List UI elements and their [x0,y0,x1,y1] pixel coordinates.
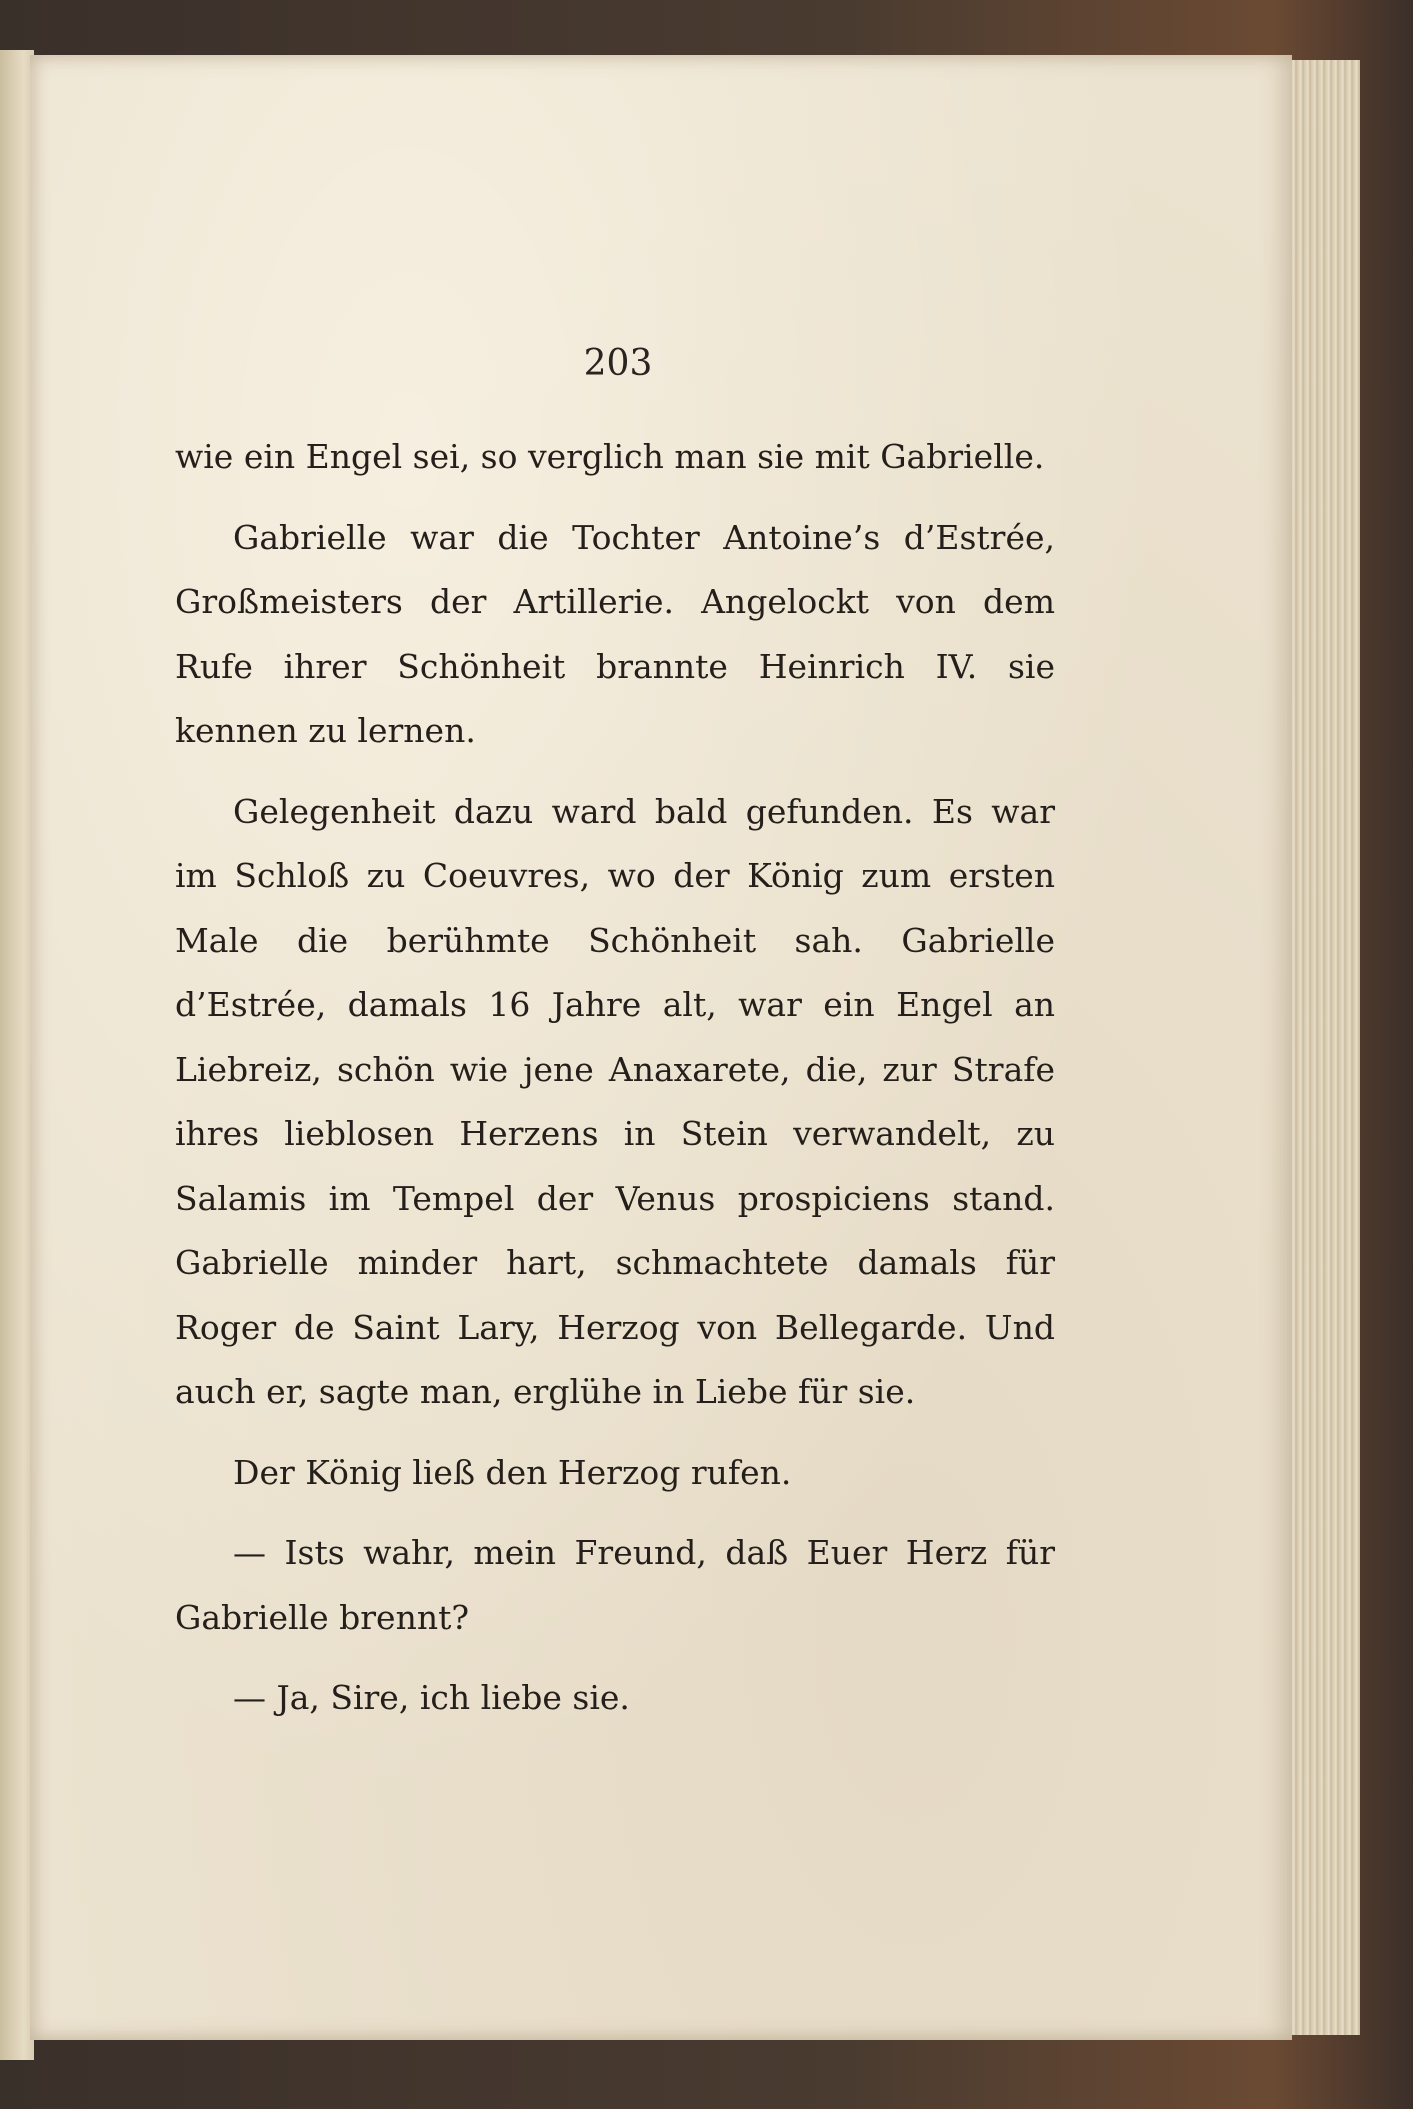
paragraph-6: — Ja, Sire, ich liebe sie. [233,1678,630,1717]
body-text [175,425,1055,1731]
paragraph-1: wie ein Engel sei, so verglich man sie mit Gabrielle. [175,437,1045,476]
paragraph-5: — Ists wahr, mein Freund, daß Euer Herz für Gabrielle brennt? [175,1533,1055,1637]
paragraph-2: Gabrielle war die Tochter Antoine’s d’Estrée, Großmeisters der Artillerie. Angelockt von dem Rufe ihrer Schönheit brannte Heinrich IV. sie kennen zu lernen. [175,517,1055,750]
page-number [30,343,1292,384]
paragraph-3: Gelegenheit dazu ward bald gefunden. Es war im Schloß zu Coeuvres, wo der König zum ersten Male die berühmte Schönheit sah. Gabrielle d’Estrée, damals 16 Jahre alt, war ein Engel an Liebreiz, schön wie jene Anaxarete, die, zur Strafe ihres lieblosen Herzens in Stein verwandelt, zu Salamis im Tempel der Venus prospiciens stand. Gabrielle minder hart, schmachtete damals für Roger de Saint Lary, Herzog von Bellegarde. Und auch er, sagte man, erglühe in Liebe für sie. [175,791,1055,1411]
book-page [30,55,1292,2040]
paragraph-4: Der König ließ den Herzog rufen. [233,1452,792,1492]
left-page-edge [0,50,34,2060]
page-number-text: 203 [583,343,653,384]
